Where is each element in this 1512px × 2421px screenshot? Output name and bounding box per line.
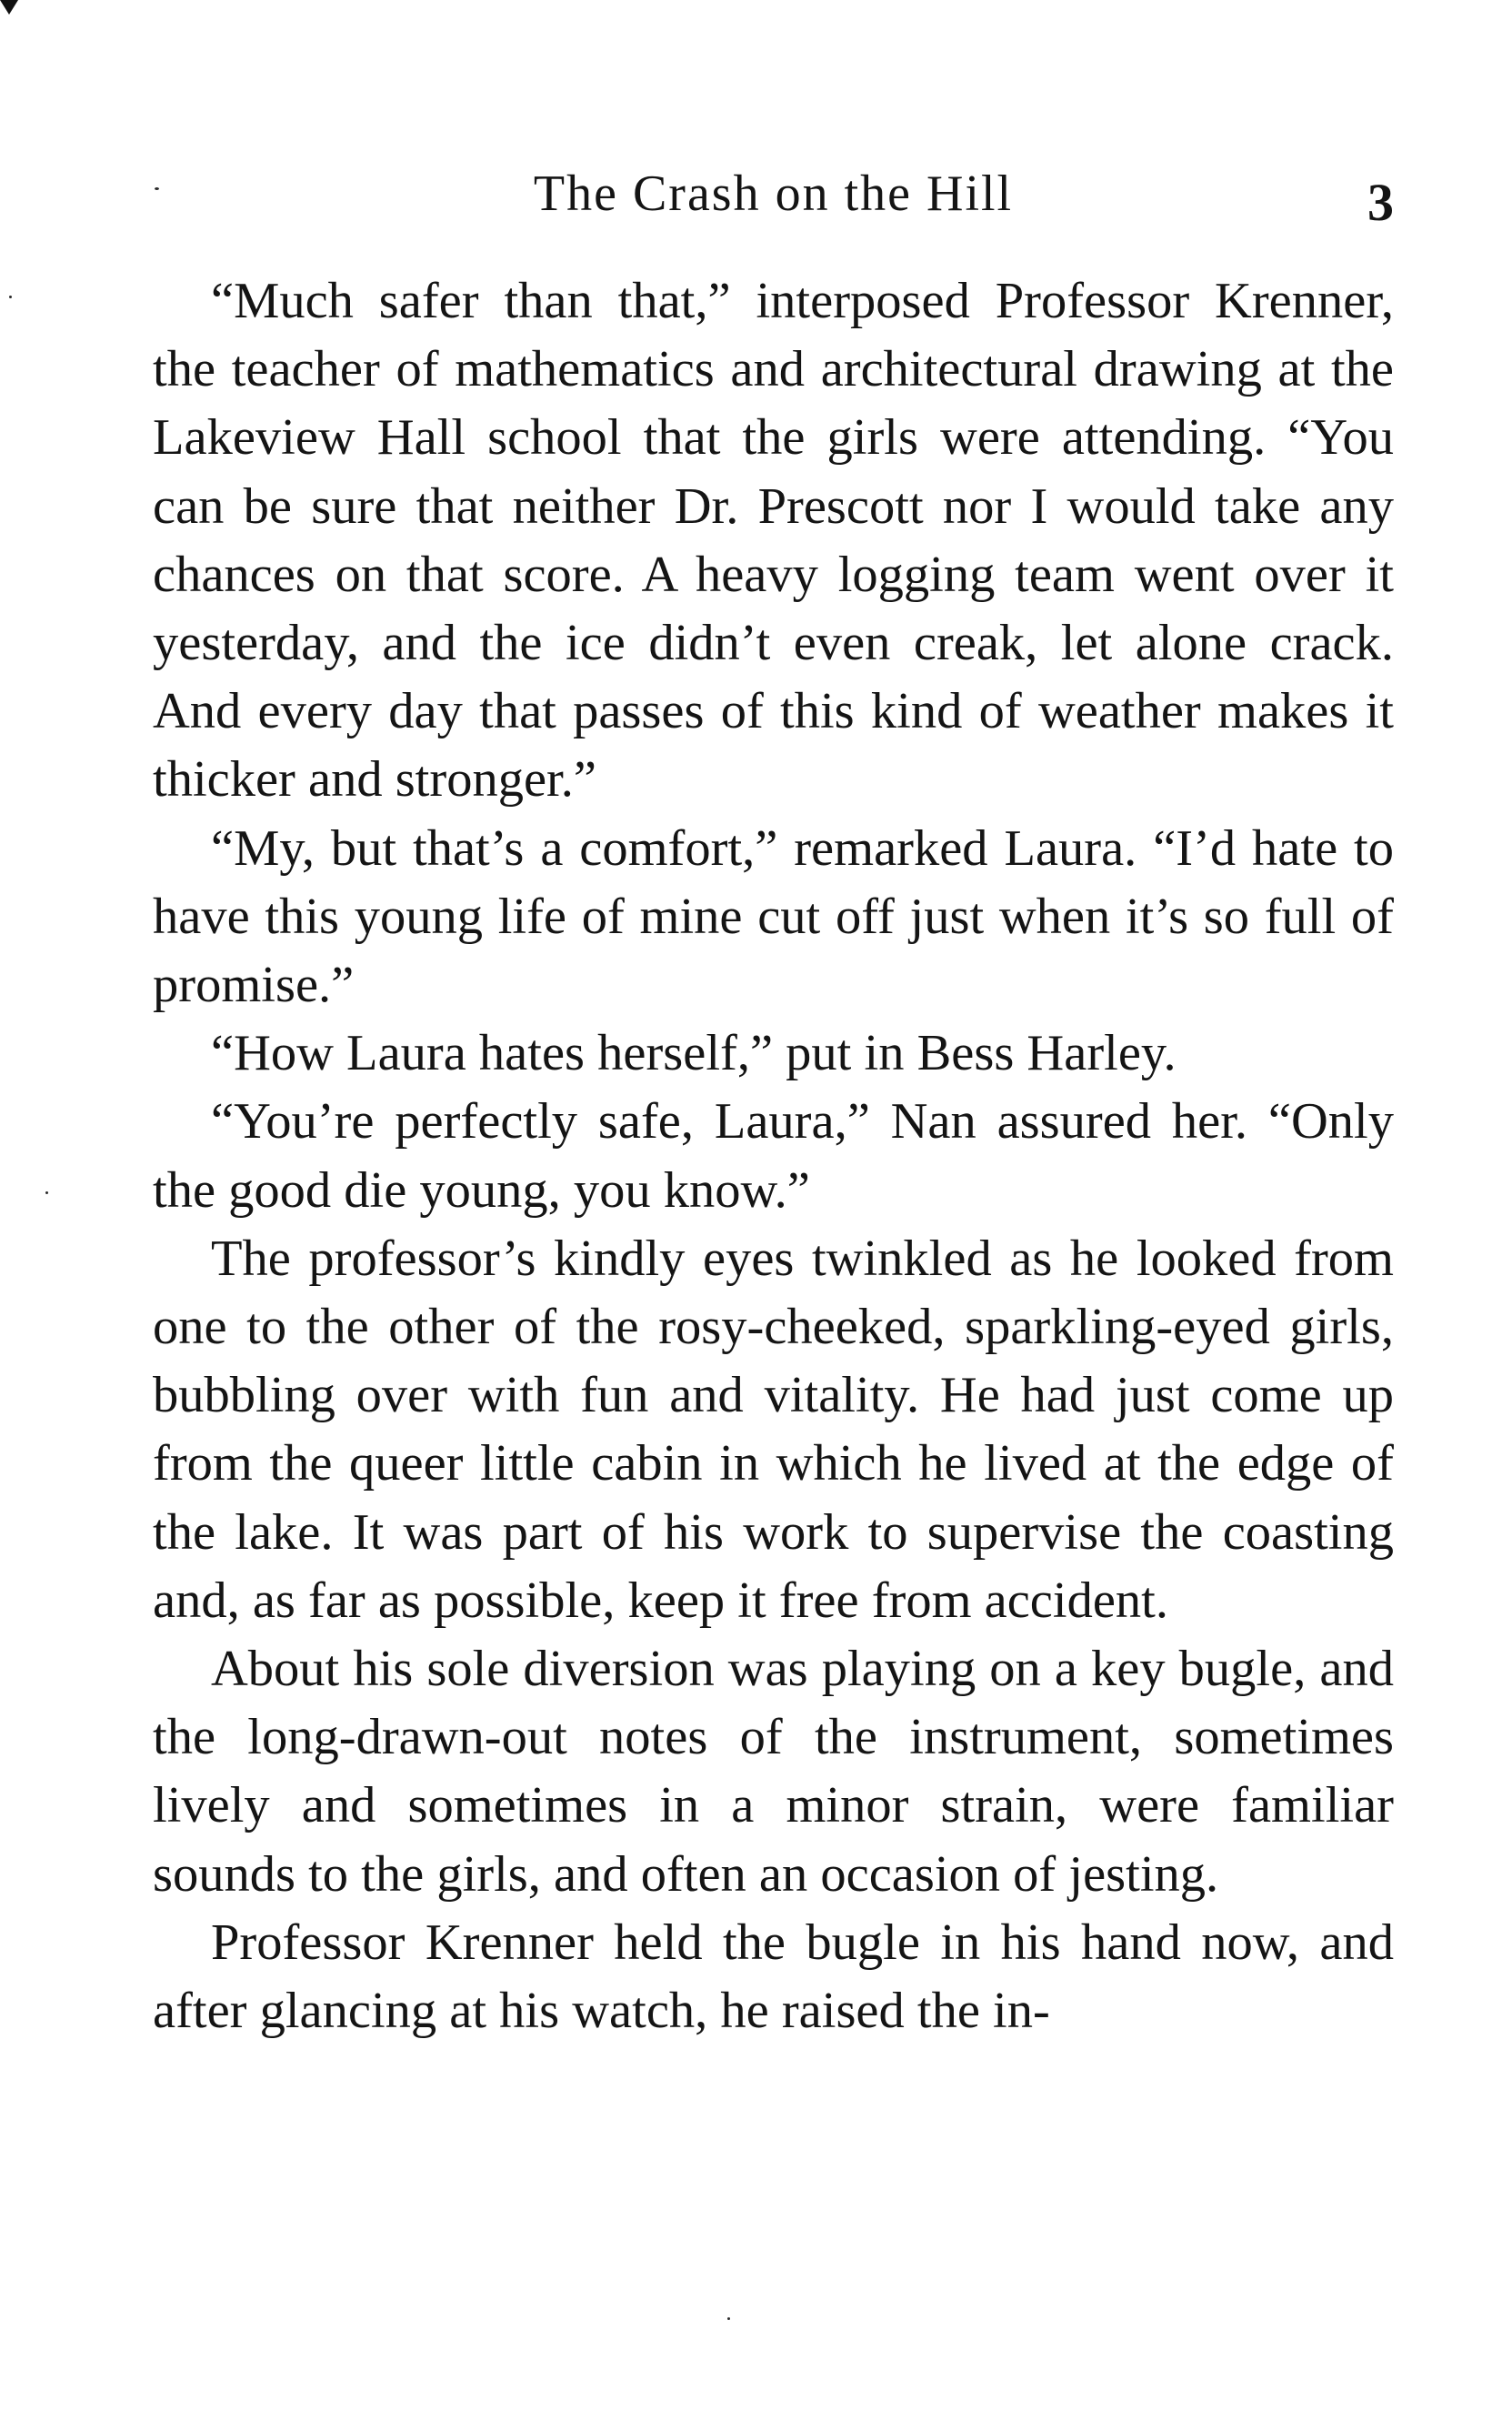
paragraph: About his sole diversion was playing on a key bugle, and the long-drawn-out notes of the instrument, sometimes lively and sometimes in a minor strain, were familiar sounds to the girls, and often an occasion of jesting. [153, 1641, 1394, 1903]
body-text [153, 267, 1394, 2045]
paragraph: “You’re perfectly safe, Laura,” Nan assured her. “Only the good die young, you know.” [153, 1093, 1394, 1219]
paragraph: Professor Krenner held the bugle in his hand now, and after glancing at his watch, he raised the in- [153, 1914, 1394, 2040]
page-number: 3 [1367, 173, 1394, 232]
running-title: The Crash on the Hill [533, 166, 1014, 222]
paragraph: “How Laura hates herself,” put in Bess Harley. [211, 1025, 1177, 1082]
paragraph: “Much safer than that,” interposed Professor Krenner, the teacher of mathematics and architectural drawing at the Lakeview Hall school that the girls were attending. “You can be sure that neither Dr. Prescott nor I would take any chances on that score. A heavy logging team went over it yesterday, and the ice didn’t even creak, let alone crack. And every day that passes of this kind of weather makes it thicker and stronger.” [153, 273, 1394, 809]
paragraph: “My, but that’s a comfort,” remarked Laura. “I’d hate to have this young life of mine cut off just when it’s so full of promise.” [153, 819, 1394, 1014]
page-header [153, 162, 1394, 235]
ink-speck [727, 2317, 730, 2320]
ink-speck [9, 296, 12, 298]
corner-ink-mark [0, 0, 18, 15]
ink-speck [45, 1191, 48, 1194]
paragraph: The professor’s kindly eyes twinkled as he looked from one to the other of the rosy-cheeked, sparkling-eyed girls, bubbling over with fun and vitality. He had just come up from the queer little cabin in which he lived at the edge of the lake. It was part of his work to supervise the coasting and, as far as possible, keep it free from accident. [153, 1230, 1394, 1629]
